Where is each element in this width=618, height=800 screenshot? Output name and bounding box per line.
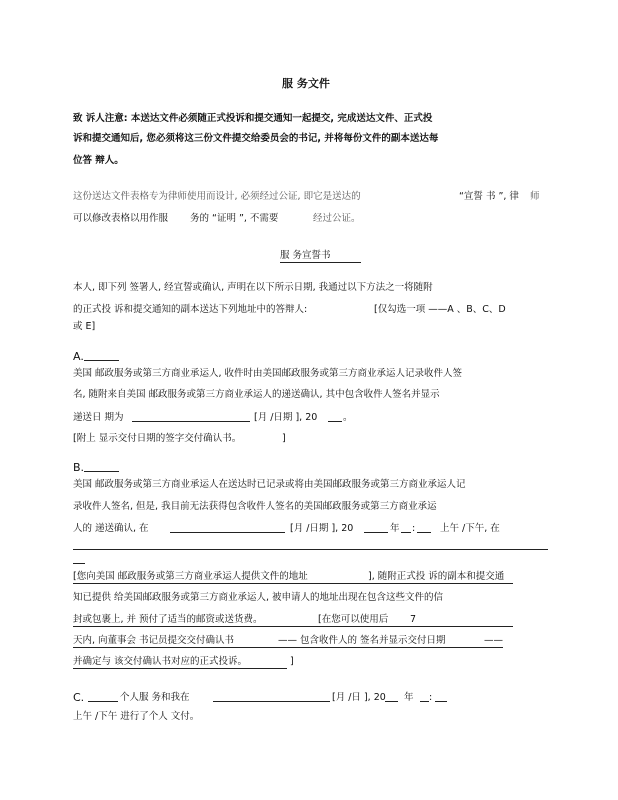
- option-c-year-label: 年: [404, 692, 414, 703]
- option-b-line-9-end: ]: [290, 656, 294, 667]
- option-a-checkbox-line[interactable]: [84, 350, 119, 361]
- option-b-line-9: 并确定与 该交付确认书对应的正式投诉。: [73, 656, 248, 667]
- option-b-year-field[interactable]: [364, 522, 388, 533]
- option-b-line-5-rule: [73, 583, 513, 584]
- option-b-minute-field[interactable]: [417, 522, 431, 533]
- option-b-line-9-rule: [73, 668, 287, 669]
- option-a-line-2: 名, 随附来自美国 邮政服务或第三方商业承运人的递送确认, 其中包含收件人签名并显示: [73, 389, 440, 400]
- oath-line-2: 的正式投 诉和提交通知的副本送达下列地址中的答辩人:: [73, 304, 308, 315]
- option-b-line-8c: ——: [484, 635, 503, 646]
- option-c-line-1: 个人服 务和我在: [120, 692, 190, 703]
- option-a-line-4: [附上 显示交付日期的签字交付确认书。: [73, 433, 242, 444]
- oath-line-3: 或 E]: [73, 321, 96, 332]
- option-a-line-3: 递送日 期为: [73, 412, 124, 423]
- option-b-address-line-end[interactable]: [73, 563, 85, 564]
- intro-affidavit-term: “宣誓 书 ”, 律: [459, 191, 519, 202]
- option-b-hour-field[interactable]: [401, 522, 411, 533]
- notice-line-1: 致 诉人注意: 本送达文件必须随正式投诉和提交通知一起提交, 完成送达文件、正式投: [73, 113, 433, 124]
- option-a-label: A.: [73, 350, 84, 363]
- option-a-line-1: 美国 邮政服务或第三方商业承运人, 收件时由美国邮政服务或第三方商业承运人记录收件人签: [73, 368, 463, 379]
- option-b-ampm-label: 上午 /下午, 在: [440, 523, 500, 534]
- option-c-year-field[interactable]: [385, 691, 398, 702]
- intro-line-2a: 可以修改表格以用作服: [73, 213, 169, 224]
- intro-line-1-end: 师: [530, 191, 540, 202]
- option-c-date-field[interactable]: [213, 691, 330, 702]
- option-b-line-5: [您向美国 邮政服务或第三方商业承运人提供文件的地址: [73, 571, 308, 582]
- option-b-line-6: 知已提供 给美国邮政服务或第三方商业承运人, 被申请人的地址出现在包含这些文件的信: [73, 592, 444, 603]
- option-b-line-1: 美国 邮政服务或第三方商业承运人在送达时已记录或将由美国邮政服务或第三方商业承运人记: [73, 479, 466, 490]
- option-c-line-2: 上午 /下午 进行了个人 文付。: [73, 711, 200, 722]
- option-c-checkbox-line[interactable]: [88, 691, 118, 702]
- option-a-line-4-end: ]: [282, 433, 286, 444]
- notice-line-2: 诉和提交通知后, 您必须将这三份文件提交给委员会的书记, 并将每份文件的副本送达每: [73, 133, 439, 144]
- document-title: 服 务文件: [282, 77, 330, 90]
- option-b-year-label: 年: [390, 523, 400, 534]
- option-a-date-field[interactable]: [132, 411, 250, 422]
- option-b-line-7-end: 7: [410, 614, 417, 625]
- option-b-line-2: 录收件人签名, 但是, 我目前无法获得包含收件人签名的美国邮政服务或第三方商业承运: [73, 501, 437, 512]
- option-a-year-field[interactable]: [328, 411, 342, 422]
- option-a-date-label: [月 /日期 ], 20: [254, 412, 318, 423]
- option-c-hour-field[interactable]: [420, 691, 429, 702]
- oath-heading: 服 务宣誓书: [280, 250, 361, 263]
- option-b-line-5-end: ], 随附正式投 诉的副本和提交通: [368, 571, 505, 582]
- oath-choice-instruction: [仅勾选一项 ——A 、B、C、D: [374, 304, 506, 315]
- option-b-address-line[interactable]: [73, 549, 548, 550]
- option-b-line-7: 封或包裹上, 并 预付了适当的邮资或送货费。: [73, 614, 263, 625]
- option-c-label: C.: [73, 691, 85, 704]
- option-c-minute-field[interactable]: [435, 691, 447, 702]
- option-b-line-8b: —— 包含收件人的 签名并显示交付日期: [278, 635, 446, 646]
- intro-line-1: 这份送达文件表格专为律师使用而设计, 必须经过公证, 即它是送达的: [73, 191, 361, 202]
- option-b-time-colon: :: [412, 523, 416, 534]
- option-b-checkbox-line[interactable]: [84, 461, 119, 472]
- oath-line-1: 本人, 即下列 签署人, 经宣誓或确认, 声明在以下所示日期, 我通过以下方法之一将随附: [73, 282, 433, 293]
- option-b-date-label: [月 /日期 ], 20: [290, 523, 354, 534]
- option-b-line-7-mid: [在您可以使用后: [318, 614, 389, 625]
- option-b-label: B.: [73, 461, 85, 474]
- option-b-line-7-rule: [73, 626, 513, 627]
- intro-line-2b: 务的 “证明 ”, 不需要: [190, 213, 279, 224]
- option-b-line-3: 人的 递送确认, 在: [73, 523, 149, 534]
- option-b-date-field[interactable]: [170, 522, 285, 533]
- notice-line-3: 位答 辩人。: [73, 155, 124, 166]
- option-c-date-label: [月 /日 ], 20: [332, 692, 386, 703]
- intro-line-2c: 经过公证。: [313, 213, 361, 224]
- option-c-time-colon: :: [429, 692, 433, 703]
- option-a-line-3-end: 。: [343, 412, 353, 423]
- option-b-line-8-rule: [73, 647, 503, 648]
- option-b-line-8a: 天内, 向董事会 书记员提交交付确认书: [73, 635, 235, 646]
